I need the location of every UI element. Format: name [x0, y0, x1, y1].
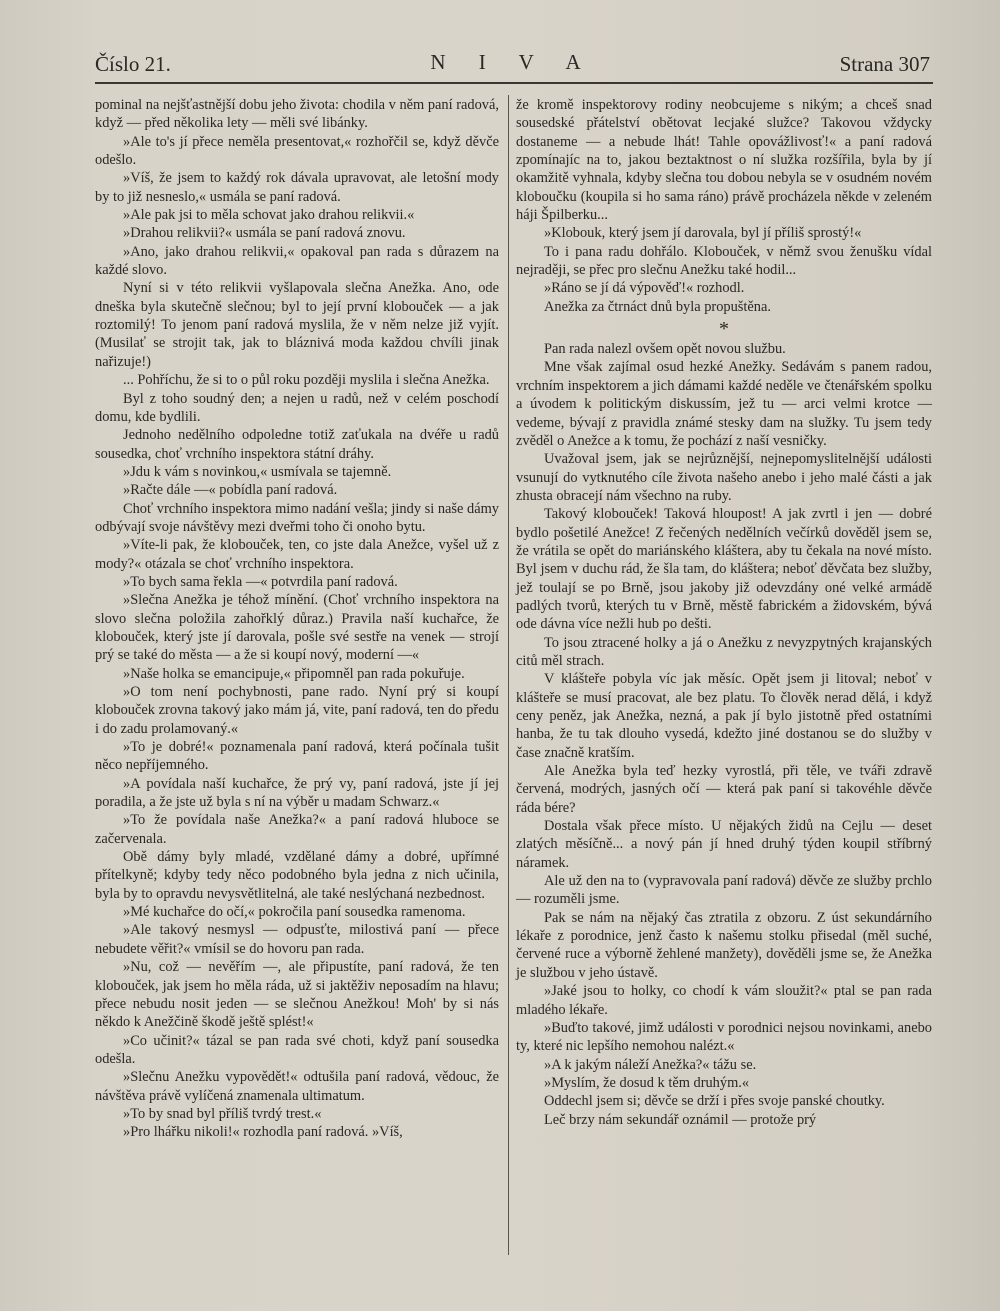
- paragraph: »To bych sama řekla —« potvrdila paní radová.: [123, 573, 398, 590]
- paragraph: Takový klobouček! Taková hloupost! A jak zvrtl i jen — dobré bydlo pošetilé Anežce! Z řečených nedělních večírků dověděl jsem se, že vrátila se opět do mariánského kláštera, aby tu čekala na nové místo. Byl jsem v duchu rád, že šla tam, do kláštera; neboť děvčata bez služby, jež toulají se po Brně, jsou jakoby již odevzdány oné velké armádě padlých tvorů, kterých tu v Brně, městě fabrickém a židovském, bývá ode dávna více nežli hub po dešti.: [516, 506, 932, 633]
- page-header: [95, 48, 930, 82]
- paragraph: Pan rada nalezl ovšem opět novou službu.: [544, 341, 786, 358]
- paragraph: pominal na nejšťastnější dobu jeho života: chodila v něm paní radová, když — před několika lety — měli své libánky.: [95, 97, 499, 132]
- paragraph: Jednoho nedělního odpoledne totiž zaťukala na dvéře u radů sousedka, choť vrchního inspektora státní dráhy.: [95, 427, 499, 462]
- paragraph: Obě dámy byly mladé, vzdělané dámy a dobré, upřímné přítelkyně; kdyby tedy něco podobného byla jedna z nich učinila, byla by to opravdu nevysvětlitelná, ale také neslýchaná nezbednost.: [95, 849, 499, 902]
- paragraph: »A k jakým náleží Anežka?« tážu se.: [544, 1056, 757, 1073]
- paragraph: »Jdu k vám s novinkou,« usmívala se tajemně.: [123, 463, 392, 480]
- paragraph: »Pro lhářku nikoli!« rozhodla paní radová. »Víš,: [123, 1124, 403, 1141]
- paragraph: »O tom není pochybnosti, pane rado. Nyní prý si koupí klobouček zrovna takový jako mám já, vite, paní radová, ten do předu i do zadu prolamovaný.«: [95, 684, 499, 737]
- paragraph: »Mé kuchařce do očí,« pokročila paní sousedka ramenoma.: [123, 904, 466, 921]
- paragraph: »Víte-li pak, že klobouček, ten, co jste dala Anežce, vyšel už z mody?« otázala se choť vrchního inspektora.: [95, 537, 499, 572]
- paragraph: Byl z toho soudný den; a nejen u radů, než v celém poschodí domu, kde bydlili.: [95, 390, 499, 425]
- paragraph: Mne však zajímal osud hezké Anežky. Sedávám s panem radou, vrchním inspektorem a jich dámami každé neděle ve čtenářském spolku a úvodem k politickým diskussím, jež tu — arci velmi krotce — vedeme, bývají z pravidla známé stesky dam na služky. Tu jsem tedy zvěděl o Anežce a k tomu, že pochází z naší vesničky.: [516, 359, 932, 449]
- paragraph: »Naše holka se emancipuje,« připomněl pan rada pokuřuje.: [123, 665, 465, 682]
- paragraph: Ale už den na to (vypravovala paní radová) děvče ze služby prchlo — rozuměli jsme.: [516, 873, 932, 908]
- paragraph: V klášteře pobyla víc jak měsíc. Opět jsem ji litoval; neboť v klášteře se musí pracovat, ale bez platu. To člověk nerad dělá, i když ceny peněz, jak Anežka, nezná, a pak jí bylo jistotně před ostatními hanba, že tu tak dlouho vysedá, kdežto jiné dostanou se do služby v čase značně kratším.: [516, 671, 932, 761]
- paragraph: Anežka za čtrnáct dnů byla propuštěna.: [544, 298, 771, 315]
- paragraph: Dostala však přece místo. U nějakých židů na Cejlu — deset zlatých měsíčně... a nový pán jí hned druhý týden koupil stříbrný náramek.: [516, 818, 932, 871]
- column-divider: [508, 95, 509, 1255]
- paragraph: Uvažoval jsem, jak se nejrůznější, nejnepomyslitelnější události vsunují do vytknutého cíle života našeho anebo i jeho malé části a jak zhusta obracejí nám všechno na ruby.: [516, 451, 932, 504]
- right-column-part-a: [516, 96, 932, 316]
- paragraph: že kromě inspektorovy rodiny neobcujeme s nikým; a chceš snad sousedské přátelství obětovat lecjaké služce? Takovou vždycky dostaneme — a nebude lhát! Tahle opovážlivosť!« a paní radová zpomínajíc na to, jakou beztaktnost o ní služka rozšířila, byla by jí okamžitě vyhnala, kdyby slečna tou dobou nebyla se v osudném novém kloboučku (koupila si ho sama ráno) právě procházela někde v zeleném háji Špilberku...: [516, 97, 932, 224]
- paragraph: Choť vrchního inspektora mimo nadání vešla; jindy si naše dámy odbývají svoje návštěvy mezi dveřmi toho či onoho bytu.: [95, 500, 499, 535]
- header-rule: [95, 82, 933, 84]
- paragraph: »Slečna Anežka je téhož mínění. (Choť vrchního inspektora na slovo slečna položila zahořklý důraz.) Pravila naší kuchařce, že klobouček, který jste jí darovala, pošle své sestře na venek — strojí prý se také do města — a že si koupí nový, moderní —«: [95, 592, 499, 664]
- paragraph: »Jaké jsou to holky, co chodí k vám sloužit?« ptal se pan rada mladého lékaře.: [516, 983, 932, 1018]
- paragraph: »To je dobré!« poznamenala paní radová, která počínala tušit něco nepříjemného.: [95, 739, 499, 774]
- paragraph: »To by snad byl příliš tvrdý trest.«: [123, 1105, 322, 1122]
- left-column: [95, 96, 499, 1142]
- paragraph: »Myslím, že dosud k těm druhým.«: [544, 1074, 750, 1091]
- paragraph: »Slečnu Anežku vypovědět!« odtušila paní radová, vědouc, že návštěva právě vylíčená znamenala ultimatum.: [95, 1069, 499, 1104]
- right-column-part-b: [516, 340, 932, 1129]
- paragraph: ... Pohříchu, že si to o půl roku později myslila i slečna Anežka.: [123, 372, 490, 389]
- paragraph: »Buďto takové, jimž události v porodnici nejsou novinkami, anebo ty, které nic lepšího nemohou nalézt.«: [516, 1019, 932, 1055]
- paragraph: To jsou ztracené holky a já o Anežku z nevyzpytných krajanských citů měl strach.: [516, 634, 932, 669]
- paragraph: »A povídala naší kuchařce, že prý vy, paní radová, jste jí jej poradila, a že jste už byla s ní na výběr u madam Schwarz.«: [95, 775, 499, 811]
- paragraph: »Račte dále —« pobídla paní radová.: [123, 482, 338, 499]
- paragraph: To i pana radu dohřálo. Klobouček, v němž svou ženušku vídal nejraději, se přec pro slečnu Anežku také hodil...: [516, 243, 932, 279]
- paragraph: Oddechl jsem si; děvče se drží i přes svoje panské choutky.: [544, 1093, 885, 1110]
- paragraph: »Ale to's jí přece neměla presentovat,« rozhořčil se, když děvče odešlo.: [95, 133, 499, 169]
- paragraph: »Ale pak jsi to měla schovat jako drahou relikvii.«: [123, 207, 415, 224]
- page-number: Strana 307: [839, 52, 930, 76]
- paragraph: »Co učinit?« tázal se pan rada své choti, když paní sousedka odešla.: [95, 1032, 499, 1067]
- paragraph: Leč brzy nám sekundář oznámil — protože prý: [544, 1111, 817, 1128]
- paragraph: »Drahou relikvii?« usmála se paní radová znovu.: [123, 225, 406, 242]
- paragraph: »Ale takový nesmysl — odpusťte, milostivá paní — přece nebudete věřit?« vmísil se do hovoru pan rada.: [95, 922, 499, 957]
- paragraph: »Víš, že jsem to každý rok dávala upravovat, ale letošní mody by to již nesneslo,« usmála se paní radová.: [95, 170, 499, 205]
- journal-title: N I V A: [430, 50, 595, 74]
- paragraph: »To že povídala naše Anežka?« a paní radová hluboce se začervenala.: [95, 812, 499, 847]
- issue-number: Číslo 21.: [95, 52, 171, 76]
- paragraph: »Ano, jako drahou relikvii,« opakoval pan rada s důrazem na každé slovo.: [95, 243, 499, 279]
- paragraph: »Ráno se jí dá výpověď!« rozhodl.: [544, 280, 745, 297]
- right-column: [516, 96, 932, 1129]
- section-separator: *: [719, 318, 729, 341]
- paragraph: Pak se nám na nějaký čas ztratila z obzoru. Z úst sekundárního lékaře z porodnice, jenž často k našemu stolku přisedal (měl suché, červené ruce a výborně žehlené manžety), dověděli jsme se, že Anežka je službou v jeho ústavě.: [516, 909, 932, 981]
- paragraph: »Klobouk, který jsem jí darovala, byl jí příliš sprostý!«: [544, 225, 862, 242]
- paragraph: »Nu, což — nevěřím —, ale připustíte, paní radová, že ten klobouček, jak jsem ho měla ráda, už si jaktěživ neposadím na hlavu; přece nebudu nosit jeden — se slečnou Anežkou! Moh' by si nás někdo k Anežčině škodě ještě splést!«: [95, 959, 499, 1031]
- paragraph: Nyní si v této relikvii vyšlapovala slečna Anežka. Ano, ode dneška byla skutečně slečnou; byl to její první klobouček — a jak roztomilý! To jenom paní radová myslila, že v něm nelze již vyjít. (Musilať se strojit tak, jak to bláznivá moda každou chvíli jinak nařizuje!): [95, 280, 499, 370]
- paragraph: Ale Anežka byla teď hezky vyrostlá, při těle, ve tváři zdravě červená, modrých, jasných očí — která pak paní si takovéhle děvče ráda bére?: [516, 763, 932, 816]
